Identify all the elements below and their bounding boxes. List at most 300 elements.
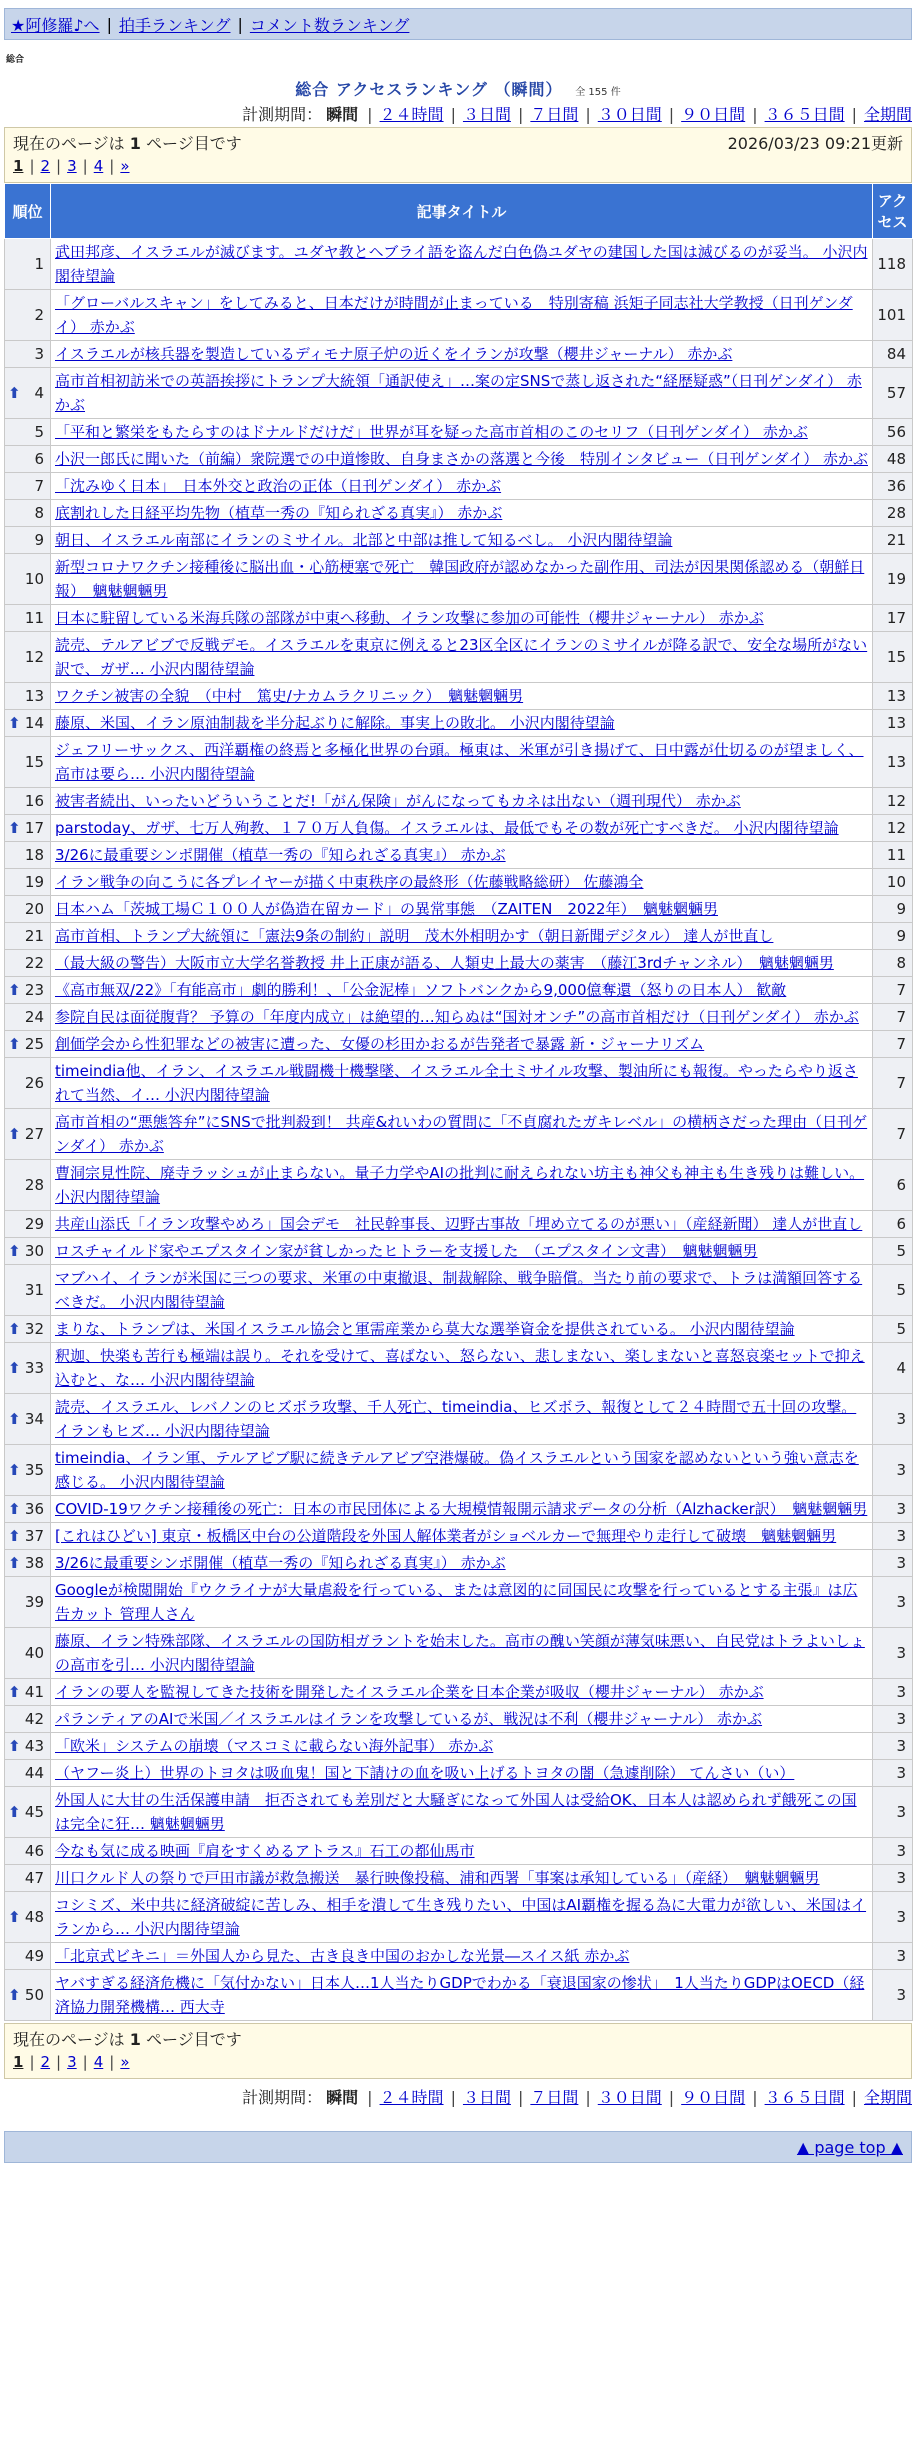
article-link[interactable]: 共産山添氏「イラン攻撃やめろ」国会デモ 社民幹事長、辺野古事故「埋め立てるのが悪い」（産経新聞） 達人が世直し xyxy=(55,1215,863,1233)
rank-number: 26 xyxy=(24,1074,44,1092)
rank-cell xyxy=(5,1160,51,1211)
table-row xyxy=(5,1970,913,2021)
up-arrow-icon: ⬆ xyxy=(8,1737,21,1755)
access-cell: 7 xyxy=(873,1109,913,1160)
article-link[interactable]: マブハイ、イランが米国に三つの要求、米軍の中東撤退、制裁解除、戦争賠償。当たり前の要求で、トラは満額回答するべきだ。 小沢内閣待望論 xyxy=(55,1269,863,1311)
rank-cell xyxy=(5,527,51,554)
title-cell xyxy=(51,1733,873,1760)
article-link[interactable]: [これはひどい] 東京・板橋区中台の公道階段を外国人解体業者がショベルカーで無理やり走行して破壊 魑魅魍魎男 xyxy=(55,1527,837,1545)
period-link-6[interactable]: 全期間 xyxy=(863,104,912,124)
header-title: 記事タイトル xyxy=(51,184,873,239)
period-link-3[interactable]: ３０日間 xyxy=(597,104,662,124)
title-cell xyxy=(51,239,873,290)
page-info-top xyxy=(4,127,912,183)
rank-cell xyxy=(5,1496,51,1523)
page-status-number: 1 xyxy=(129,2029,141,2049)
access-cell: 5 xyxy=(873,1316,913,1343)
pager-separator: | xyxy=(109,157,115,175)
page-info-bottom xyxy=(4,2023,912,2079)
rank-cell xyxy=(5,1211,51,1238)
table-row xyxy=(5,1787,913,1838)
table-row xyxy=(5,1058,913,1109)
table-row xyxy=(5,446,913,473)
pager-page-2[interactable]: 2 xyxy=(40,157,51,175)
table-row xyxy=(5,473,913,500)
bottom-bar xyxy=(4,2131,912,2163)
title-cell xyxy=(51,419,873,446)
rank-number: 35 xyxy=(24,1461,44,1479)
period-link-4[interactable]: ９０日間 xyxy=(681,104,746,124)
rank-cell xyxy=(5,1865,51,1892)
title-cell xyxy=(51,500,873,527)
title-cell xyxy=(51,1943,873,1970)
table-row xyxy=(5,1004,913,1031)
period-separator: | xyxy=(851,2087,857,2107)
rank-number: 38 xyxy=(24,1554,44,1572)
access-cell: 12 xyxy=(873,788,913,815)
access-cell: 13 xyxy=(873,683,913,710)
pager-separator: | xyxy=(82,157,88,175)
period-separator: | xyxy=(585,2087,591,2107)
rank-cell xyxy=(5,1679,51,1706)
access-cell: 6 xyxy=(873,1160,913,1211)
rank-number: 40 xyxy=(24,1644,44,1662)
rank-cell xyxy=(5,896,51,923)
rank-number: 23 xyxy=(24,981,44,999)
article-link[interactable]: 読売、イスラエル、レバノンのヒズボラ攻撃、千人死亡、timeindia、ヒズボラ、報復として２４時間で五十回の攻撃。イランもヒズ… 小沢内閣待望論 xyxy=(55,1398,857,1440)
access-cell: 3 xyxy=(873,1706,913,1733)
rank-number: 1 xyxy=(34,255,44,273)
rank-number: 50 xyxy=(24,1986,44,2004)
pager-current: 1 xyxy=(13,157,24,175)
article-link[interactable]: 高市首相の“悪態答弁”にSNSで批判殺到！ 共産&れいわの質問に「不貞腐れたガキレベル」の横柄さだった理由（日刊ゲンダイ） 赤かぶ xyxy=(55,1113,868,1155)
table-row xyxy=(5,1943,913,1970)
access-cell: 3 xyxy=(873,1760,913,1787)
up-arrow-icon: ⬆ xyxy=(8,1908,21,1926)
page-status-number: 1 xyxy=(129,133,141,153)
rank-number: 25 xyxy=(24,1035,44,1053)
access-cell: 36 xyxy=(873,473,913,500)
table-row xyxy=(5,737,913,788)
article-link[interactable]: イラン戦争の向こうに各プレイヤーが描く中東秩序の最終形（佐藤戦略総研） 佐藤鴻全 xyxy=(55,873,644,891)
up-arrow-icon: ⬆ xyxy=(8,1803,21,1821)
title-cell xyxy=(51,1316,873,1343)
article-link[interactable]: ヤバすぎる経済危機に「気付かない」日本人…1人当たりGDPでわかる「衰退国家の惨状」 1人当たりGDPはOECD（経済協力開発機構… 西大寺 xyxy=(55,1974,865,2016)
updated-time: 2026/03/23 09:21更新 xyxy=(727,133,903,153)
table-row xyxy=(5,1733,913,1760)
rank-cell xyxy=(5,1787,51,1838)
rank-cell xyxy=(5,1577,51,1628)
rank-number: 19 xyxy=(24,873,44,891)
pager-next[interactable]: » xyxy=(120,2053,130,2071)
title-cell xyxy=(51,290,873,341)
access-cell: 3 xyxy=(873,1550,913,1577)
access-cell: 13 xyxy=(873,737,913,788)
title-cell xyxy=(51,341,873,368)
table-row xyxy=(5,842,913,869)
pager-separator: | xyxy=(56,157,62,175)
title-cell xyxy=(51,473,873,500)
period-separator: | xyxy=(851,104,857,124)
article-link[interactable]: 今なも気に成る映画『肩をすくめるアトラス』石工の都仙馬市 xyxy=(55,1842,475,1860)
article-link[interactable]: 日本ハム「茨城工場Ｃ１００人が偽造在留カード」の異常事態 （ZAITEN 2022年） 魑魅魍魎男 xyxy=(55,900,718,918)
title-cell xyxy=(51,923,873,950)
access-cell: 3 xyxy=(873,1496,913,1523)
rank-number: 45 xyxy=(24,1803,44,1821)
rank-cell xyxy=(5,1343,51,1394)
article-link[interactable]: ワクチン被害の全貌 （中村 篤史/ナカムラクリニック） 魑魅魍魎男 xyxy=(55,687,524,705)
period-link-0[interactable]: ２４時間 xyxy=(379,2087,444,2107)
rank-cell xyxy=(5,1892,51,1943)
article-link[interactable]: 藤原、イラン特殊部隊、イスラエルの国防相ガラントを始末した。高市の醜い笑顔が薄気味悪い、自民党はトラよいしょの高市を引… 小沢内閣待望論 xyxy=(55,1632,865,1674)
up-arrow-icon: ⬆ xyxy=(8,1461,21,1479)
ranking-body xyxy=(5,239,913,2021)
rank-cell xyxy=(5,1316,51,1343)
access-cell: 3 xyxy=(873,1865,913,1892)
table-row xyxy=(5,1445,913,1496)
pager-separator: | xyxy=(109,2053,115,2071)
table-row xyxy=(5,1265,913,1316)
title-cell xyxy=(51,788,873,815)
period-separator: | xyxy=(752,2087,758,2107)
page-title: 総合 アクセスランキング （瞬間） xyxy=(295,80,563,99)
access-cell: 10 xyxy=(873,869,913,896)
table-row xyxy=(5,341,913,368)
article-link[interactable]: 新型コロナワクチン接種後に脳出血・心筋梗塞で死亡 韓国政府が認めなかった副作用、司法が因果関係認める（朝鮮日報） 魑魅魍魎男 xyxy=(55,558,865,600)
access-cell: 13 xyxy=(873,710,913,737)
rank-cell xyxy=(5,923,51,950)
period-link-6[interactable]: 全期間 xyxy=(863,2087,912,2107)
pager-separator: | xyxy=(56,2053,62,2071)
title-cell xyxy=(51,1523,873,1550)
rank-number: 24 xyxy=(24,1008,44,1026)
title-cell xyxy=(51,1265,873,1316)
table-row xyxy=(5,1343,913,1394)
article-link[interactable]: （ヤフー炎上）世界のトヨタは吸血鬼！国と下請けの血を吸い上げるトヨタの闇（急遽削除） てんさい（い） xyxy=(55,1764,795,1782)
pager-page-3[interactable]: 3 xyxy=(67,2053,77,2071)
table-row xyxy=(5,368,913,419)
access-cell: 3 xyxy=(873,1943,913,1970)
pager-top xyxy=(13,154,903,178)
title-cell xyxy=(51,1550,873,1577)
rank-number: 49 xyxy=(24,1947,44,1965)
period-links xyxy=(360,102,912,125)
access-cell: 28 xyxy=(873,500,913,527)
rank-number: 10 xyxy=(24,570,44,588)
table-row xyxy=(5,1160,913,1211)
rank-number: 41 xyxy=(24,1683,44,1701)
rank-cell xyxy=(5,1265,51,1316)
page-status-suffix: ページ目です xyxy=(146,2029,242,2049)
nav-separator: | xyxy=(237,14,243,34)
rank-number: 46 xyxy=(24,1842,44,1860)
period-label: 計測期間： xyxy=(242,2087,323,2107)
access-cell: 9 xyxy=(873,896,913,923)
rank-cell xyxy=(5,1004,51,1031)
period-separator: | xyxy=(752,104,758,124)
article-link[interactable]: 創価学会から性犯罪などの被害に遭った、女優の杉田かおるが告発者で暴露 新・ジャーナリズム xyxy=(55,1035,705,1053)
period-link-1[interactable]: ３日間 xyxy=(462,104,511,124)
page-status-prefix: 現在のページは xyxy=(13,2029,125,2049)
table-row xyxy=(5,1628,913,1679)
access-cell: 3 xyxy=(873,1679,913,1706)
up-arrow-icon: ⬆ xyxy=(8,384,21,402)
rank-cell xyxy=(5,815,51,842)
rank-cell xyxy=(5,290,51,341)
period-label: 計測期間： xyxy=(242,104,323,124)
title-cell xyxy=(51,446,873,473)
article-link[interactable]: 藤原、米国、イラン原油制裁を半分起ぶりに解除。事実上の敗北。 小沢内閣待望論 xyxy=(55,714,615,732)
period-current: 瞬間 xyxy=(326,2087,359,2107)
period-separator: | xyxy=(450,2087,456,2107)
rank-number: 16 xyxy=(24,792,44,810)
period-separator: | xyxy=(668,104,675,124)
up-arrow-icon: ⬆ xyxy=(8,714,21,732)
article-link[interactable]: 3/26に最重要シンポ開催（植草一秀の『知られざる真実』） 赤かぶ xyxy=(55,1554,506,1572)
page-status-row xyxy=(13,130,903,154)
pager-page-2[interactable]: 2 xyxy=(40,2053,51,2071)
access-cell: 3 xyxy=(873,1394,913,1445)
period-separator: | xyxy=(367,2087,373,2107)
title-cell xyxy=(51,605,873,632)
access-cell: 48 xyxy=(873,446,913,473)
table-row xyxy=(5,1865,913,1892)
title-cell xyxy=(51,1706,873,1733)
access-cell: 118 xyxy=(873,239,913,290)
article-link[interactable]: （最大級の警告）大阪市立大学名誉教授 井上正康が語る、人類史上最大の薬害 （藤江3rdチャンネル） 魑魅魍魎男 xyxy=(55,954,834,972)
article-link[interactable]: 「欧米」システムの崩壊（マスコミに載らない海外記事） 赤かぶ xyxy=(55,1737,494,1755)
table-row xyxy=(5,1109,913,1160)
article-link[interactable]: 「グローバルスキャン」をしてみると、日本だけが時間が止まっている 特別寄稿 浜矩子同志社大学教授（日刊ゲンダイ） 赤かぶ xyxy=(55,294,853,336)
up-arrow-icon: ⬆ xyxy=(8,1500,21,1518)
table-row xyxy=(5,1706,913,1733)
period-current: 瞬間 xyxy=(326,104,359,124)
title-cell xyxy=(51,1109,873,1160)
table-row xyxy=(5,500,913,527)
period-selector xyxy=(4,101,912,125)
article-link[interactable]: まりな、トランプは、米国イスラエル協会と軍需産業から莫大な選挙資金を提供されている。 小沢内閣待望論 xyxy=(55,1320,795,1338)
access-cell: 3 xyxy=(873,1445,913,1496)
article-link[interactable]: 小沢一郎氏に聞いた（前編）衆院選での中道惨敗、自身まさかの落選と今後 特別インタビュー（日刊ゲンダイ） 赤かぶ xyxy=(55,450,868,468)
rank-cell xyxy=(5,1445,51,1496)
nav-link-2[interactable]: コメント数ランキング xyxy=(249,15,410,35)
article-link[interactable]: 《高市無双/22》「有能高市」劇的勝利！、「公金泥棒」ソフトバンクから9,000億奪還（怒りの日本人） 歓敵 xyxy=(55,981,787,999)
pager-page-3[interactable]: 3 xyxy=(67,157,77,175)
article-link[interactable]: Googleが検閲開始『ウクライナが大量虐殺を行っている、または意図的に同国民に攻撃を行っているとする主張』は広告カット 管理人さん xyxy=(55,1581,858,1623)
period-link-5[interactable]: ３６５日間 xyxy=(764,104,845,124)
title-cell xyxy=(51,710,873,737)
rank-cell xyxy=(5,1394,51,1445)
rank-cell xyxy=(5,473,51,500)
top-nav xyxy=(4,8,912,40)
article-link[interactable]: 曹洞宗見性院、廃寺ラッシュが止まらない。量子力学やAIの批判に耐えられない坊主も神父も神主も生き残りは難しい。 小沢内閣待望論 xyxy=(55,1164,865,1206)
access-cell: 5 xyxy=(873,1265,913,1316)
article-link[interactable]: 高市首相、トランプ大統領に「憲法9条の制約」説明 茂木外相明かす（朝日新聞デジタル） 達人が世直し xyxy=(55,927,774,945)
rank-cell xyxy=(5,737,51,788)
rank-number: 9 xyxy=(34,531,44,549)
page-status-row-bottom xyxy=(13,2026,903,2050)
period-link-5[interactable]: ３６５日間 xyxy=(764,2087,845,2107)
article-link[interactable]: 「北京式ビキニ」＝外国人から見た、古き良き中国のおかしな光景―スイス紙 赤かぶ xyxy=(55,1947,630,1965)
title-cell xyxy=(51,1787,873,1838)
access-cell: 9 xyxy=(873,923,913,950)
article-link[interactable]: ジェフリーサックス、西洋覇権の終焉と多極化世界の台頭。極東は、米軍が引き揚げて、日中露が仕切るのが望ましく、高市は要ら… 小沢内閣待望論 xyxy=(55,741,864,783)
article-link[interactable]: 釈迦、快楽も苦行も極端は誤り。それを受けて、喜ばない、怒らない、悲しまない、楽しまないと喜怒哀楽セットで抑え込むと、な… 小沢内閣待望論 xyxy=(55,1347,865,1389)
article-link[interactable]: 朝日、イスラエル南部にイランのミサイル。北部と中部は推して知るべし。 小沢内閣待望論 xyxy=(55,531,673,549)
title-cell xyxy=(51,737,873,788)
rank-cell xyxy=(5,1970,51,2021)
access-cell: 3 xyxy=(873,1523,913,1550)
pager-next[interactable]: » xyxy=(120,157,130,175)
rank-number: 31 xyxy=(24,1281,44,1299)
rank-number: 27 xyxy=(24,1125,44,1143)
pager-current: 1 xyxy=(13,2053,24,2071)
table-row xyxy=(5,1892,913,1943)
title-cell xyxy=(51,1892,873,1943)
article-link[interactable]: 「沈みゆく日本」 日本外交と政治の正体（日刊ゲンダイ） 赤かぶ xyxy=(55,477,502,495)
article-link[interactable]: コシミズ、米中共に経済破綻に苦しみ、相手を潰して生き残りたい、中国はAI覇権を握る為に大電力が欲しい、米国はイランから… 小沢内閣待望論 xyxy=(55,1896,867,1938)
rank-cell xyxy=(5,1523,51,1550)
rank-number: 18 xyxy=(24,846,44,864)
table-row xyxy=(5,1838,913,1865)
table-row xyxy=(5,1238,913,1265)
article-link[interactable]: イランの要人を監視してきた技術を開発したイスラエル企業を日本企業が吸収（櫻井ジャーナル） 赤かぶ xyxy=(55,1683,764,1701)
article-link[interactable]: 武田邦彦、イスラエルが滅びます。ユダヤ教とヘブライ語を盗んだ白色偽ユダヤの建国した国は滅びるのが妥当。 小沢内閣待望論 xyxy=(55,243,868,285)
period-separator: | xyxy=(517,104,524,124)
period-link-2[interactable]: ７日間 xyxy=(530,104,579,124)
access-cell: 84 xyxy=(873,341,913,368)
rank-number: 12 xyxy=(24,648,44,666)
access-cell: 19 xyxy=(873,554,913,605)
period-separator: | xyxy=(668,2087,675,2107)
rank-number: 3 xyxy=(34,345,44,363)
table-row xyxy=(5,923,913,950)
article-link[interactable]: 3/26に最重要シンポ開催（植草一秀の『知られざる真実』） 赤かぶ xyxy=(55,846,506,864)
article-link[interactable]: timeindia他、イラン、イスラエル戦闘機十機撃墜、イスラエル全土ミサイル攻撃、製油所にも報復。やったらやり返されて当然、イ… 小沢内閣待望論 xyxy=(55,1062,858,1104)
header-access: アクセス xyxy=(873,184,913,239)
nav-link-0[interactable]: ★阿修羅♪へ xyxy=(11,15,100,35)
rank-number: 47 xyxy=(24,1869,44,1887)
rank-cell xyxy=(5,977,51,1004)
rank-cell xyxy=(5,1706,51,1733)
page-status-bottom xyxy=(13,2027,242,2050)
access-cell: 3 xyxy=(873,1628,913,1679)
nav-link-1[interactable]: 拍手ランキング xyxy=(118,15,231,35)
up-arrow-icon: ⬆ xyxy=(8,1527,21,1545)
item-count: 全 155 件 xyxy=(575,87,621,98)
article-link[interactable]: 川口クルド人の祭りで戸田市議が救急搬送 暴行映像投稿、浦和西署「事案は承知している」（産経） 魑魅魍魎男 xyxy=(55,1869,820,1887)
rank-number: 14 xyxy=(24,714,44,732)
title-cell xyxy=(51,1394,873,1445)
rank-cell xyxy=(5,1628,51,1679)
rank-number: 13 xyxy=(24,687,44,705)
title-cell xyxy=(51,1577,873,1628)
page-top-link[interactable]: ▲ page top ▲ xyxy=(796,2137,903,2157)
period-link-0[interactable]: ２４時間 xyxy=(379,104,444,124)
title-cell xyxy=(51,1496,873,1523)
table-row xyxy=(5,1679,913,1706)
article-link[interactable]: 底割れした日経平均先物（植草一秀の『知られざる真実』） 赤かぶ xyxy=(55,504,503,522)
table-row xyxy=(5,554,913,605)
access-cell: 7 xyxy=(873,1058,913,1109)
article-link[interactable]: 読売、テルアビブで反戦デモ。イスラエルを東京に例えると23区全区にイランのミサイルが降る訳で、安全な場所がない訳で、ガザ… 小沢内閣待望論 xyxy=(55,636,868,678)
ranking-table xyxy=(4,183,913,2021)
table-row xyxy=(5,869,913,896)
pager-page-4[interactable]: 4 xyxy=(93,157,104,175)
article-link[interactable]: 「平和と繁栄をもたらすのはドナルドだけだ」世界が耳を疑った高市首相のこのセリフ（日刊ゲンダイ） 赤かぶ xyxy=(55,423,808,441)
access-cell: 3 xyxy=(873,1838,913,1865)
rank-number: 37 xyxy=(24,1527,44,1545)
title-cell xyxy=(51,554,873,605)
article-link[interactable]: 日本に駐留している米海兵隊の部隊が中東へ移動、イラン攻撃に参加の可能性（櫻井ジャーナル） 赤かぶ xyxy=(55,609,764,627)
period-separator: | xyxy=(517,2087,524,2107)
access-cell: 5 xyxy=(873,1238,913,1265)
pager-separator: | xyxy=(29,2053,35,2071)
table-row xyxy=(5,683,913,710)
table-row xyxy=(5,419,913,446)
access-cell: 11 xyxy=(873,842,913,869)
article-link[interactable]: イスラエルが核兵器を製造しているディモナ原子炉の近くをイランが攻撃（櫻井ジャーナル） 赤かぶ xyxy=(55,345,733,363)
up-arrow-icon: ⬆ xyxy=(8,1986,21,2004)
article-link[interactable]: 高市首相初訪米での英語挨拶にトランプ大統領「通訳使え」…案の定SNSで蒸し返された“経歴疑惑”（日刊ゲンダイ） 赤かぶ xyxy=(55,372,862,414)
table-row xyxy=(5,605,913,632)
rank-number: 17 xyxy=(24,819,44,837)
article-link[interactable]: COVID-19ワクチン接種後の死亡：日本の市民団体による大規模情報開示請求データの分析（Alzhacker訳） 魑魅魍魎男 xyxy=(55,1500,868,1518)
period-separator: | xyxy=(450,104,456,124)
table-row xyxy=(5,632,913,683)
rank-cell xyxy=(5,710,51,737)
article-link[interactable]: timeindia、イラン軍、テルアビブ駅に続きテルアビブ空港爆破。偽イスラエルという国家を認めないという強い意志を感じる。 小沢内閣待望論 xyxy=(55,1449,859,1491)
period-selector-bottom xyxy=(4,2083,912,2109)
article-link[interactable]: ロスチャイルド家やエプスタイン家が貧しかったヒトラーを支援した （エプスタイン文書） 魑魅魍魎男 xyxy=(55,1242,758,1260)
title-cell xyxy=(51,1970,873,2021)
rank-cell xyxy=(5,1733,51,1760)
period-separator: | xyxy=(367,104,373,124)
table-row xyxy=(5,1523,913,1550)
title-cell xyxy=(51,1160,873,1211)
period-link-1[interactable]: ３日間 xyxy=(462,2087,511,2107)
title-cell xyxy=(51,1211,873,1238)
title-cell xyxy=(51,977,873,1004)
article-link[interactable]: 参院自民は面従腹背？ 予算の「年度内成立」は絶望的…知らぬは“国対オンチ”の高市首相だけ（日刊ゲンダイ） 赤かぶ xyxy=(55,1008,859,1026)
article-link[interactable]: parstoday、ガザ、七万人殉教、１７０万人負傷。イスラエルは、最低でもその数が死亡すべきだ。 小沢内閣待望論 xyxy=(55,819,839,837)
period-link-4[interactable]: ９０日間 xyxy=(681,2087,746,2107)
access-cell: 3 xyxy=(873,1577,913,1628)
table-row xyxy=(5,1577,913,1628)
rank-cell xyxy=(5,1838,51,1865)
table-row xyxy=(5,788,913,815)
title-cell xyxy=(51,632,873,683)
article-link[interactable]: 外国人に大甘の生活保護申請 拒否されても差別だと大騒ぎになって外国人は受給OK、日本人は認められず餓死この国は完全に狂… 魑魅魍魎男 xyxy=(55,1791,857,1833)
rank-cell xyxy=(5,1760,51,1787)
period-link-3[interactable]: ３０日間 xyxy=(597,2087,662,2107)
table-row xyxy=(5,977,913,1004)
rank-cell xyxy=(5,788,51,815)
section-label: 総合 xyxy=(6,55,25,65)
article-link[interactable]: 被害者続出、いったいどういうことだ!「がん保険」がんになってもカネは出ない（週刊現代） 赤かぶ xyxy=(55,792,741,810)
rank-number: 30 xyxy=(24,1242,44,1260)
article-link[interactable]: パランティアのAIで米国／イスラエルはイランを攻撃しているが、戦況は不利（櫻井ジャーナル） 赤かぶ xyxy=(55,1710,763,1728)
period-link-2[interactable]: ７日間 xyxy=(530,2087,579,2107)
title-cell xyxy=(51,1838,873,1865)
rank-cell xyxy=(5,869,51,896)
pager-separator: | xyxy=(29,157,35,175)
pager-page-4[interactable]: 4 xyxy=(93,2053,104,2071)
rank-cell xyxy=(5,632,51,683)
rank-cell xyxy=(5,1109,51,1160)
rank-cell xyxy=(5,1058,51,1109)
access-cell: 15 xyxy=(873,632,913,683)
